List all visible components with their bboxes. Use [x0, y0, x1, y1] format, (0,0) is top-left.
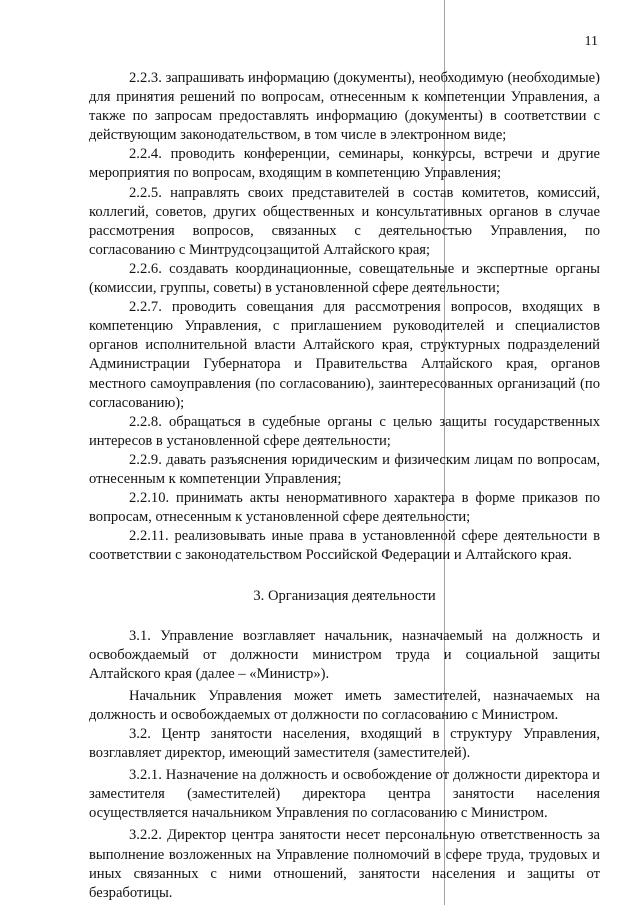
paragraph-2-2-5: 2.2.5. направлять своих представителей в состав комитетов, комиссий, коллегий, советов, других общественных и консультативных органов в случае рассмотрения вопросов, связанных с деятельностью Управления, по согласованию с Минтрудсоцзащитой Алтайского края; [89, 184, 600, 258]
paragraph-2-2-6: 2.2.6. создавать координационные, совещательные и экспертные органы (комиссии, группы, советы) в установленной сфере деятельности; [89, 260, 600, 297]
paragraph-2-2-8: 2.2.8. обращаться в судебные органы с целью защиты государственных интересов в установленной сфере деятельности; [89, 413, 600, 449]
page-number: 11 [584, 34, 598, 49]
paragraph-2-2-10: 2.2.10. принимать акты ненормативного характера в форме приказов по вопросам, отнесенным к установленной сфере деятельности; [89, 490, 600, 526]
document-body [89, 69, 600, 903]
paragraph-2-2-9: 2.2.9. давать разъяснения юридическим и физическим лицам по вопросам, отнесенным к компетенции Управления; [89, 451, 600, 487]
paragraph-3-2-2: 3.2.2. Директор центра занятости несет персональную ответственность за выполнение возложенных на Управление полномочий в сфере труда, трудовых и иных связанных с ними отношений, занятости населения и защиты от безработицы. [89, 827, 600, 901]
paragraph-deputies: Начальник Управления может иметь заместителей, назначаемых на должность и освобождаемых от должности по согласованию с Министром. [89, 687, 600, 723]
paragraph-3-2-1: 3.2.1. Назначение на должность и освобождение от должности директора и заместителя (заместителей) директора центра занятости населения осуществляется начальником Управления по согласованию с Министром. [89, 767, 600, 822]
paragraph-3-2: 3.2. Центр занятости населения, входящий в структуру Управления, возглавляет директор, имеющий заместителя (заместителей). [89, 726, 600, 762]
paragraph-2-2-11: 2.2.11. реализовывать иные права в установленной сфере деятельности в соответствии с законодательством Российской Федерации и Алтайского края. [89, 528, 600, 564]
section-heading: 3. Организация деятельности [253, 588, 436, 605]
paragraph-2-2-4: 2.2.4. проводить конференции, семинары, конкурсы, встречи и другие мероприятия по вопросам, входящим в компетенцию Управления; [89, 146, 600, 182]
paragraph-3-1: 3.1. Управление возглавляет начальник, назначаемый на должность и освобождаемый от должности министром труда и социальной защиты Алтайского края (далее – «Министр»). [89, 627, 600, 682]
paragraph-2-2-7: 2.2.7. проводить совещания для рассмотрения вопросов, входящих в компетенцию Управления, с приглашением руководителей и специалистов органов исполнительной власти Алтайского края, структурных подразделений Администрации Губернатора и Правительства Алтайского края, органов местного самоуправления (по согласованию), заинтересованных организаций (по согласованию); [89, 299, 600, 411]
paragraph-2-2-3: 2.2.3. запрашивать информацию (документы), необходимую (необходимые) для принятия решений по вопросам, отнесенным к компетенции Управления, а также по запросам предоставлять информацию (документы) в соответствии с действующим законодательством, в том числе в электронном виде; [89, 70, 600, 144]
